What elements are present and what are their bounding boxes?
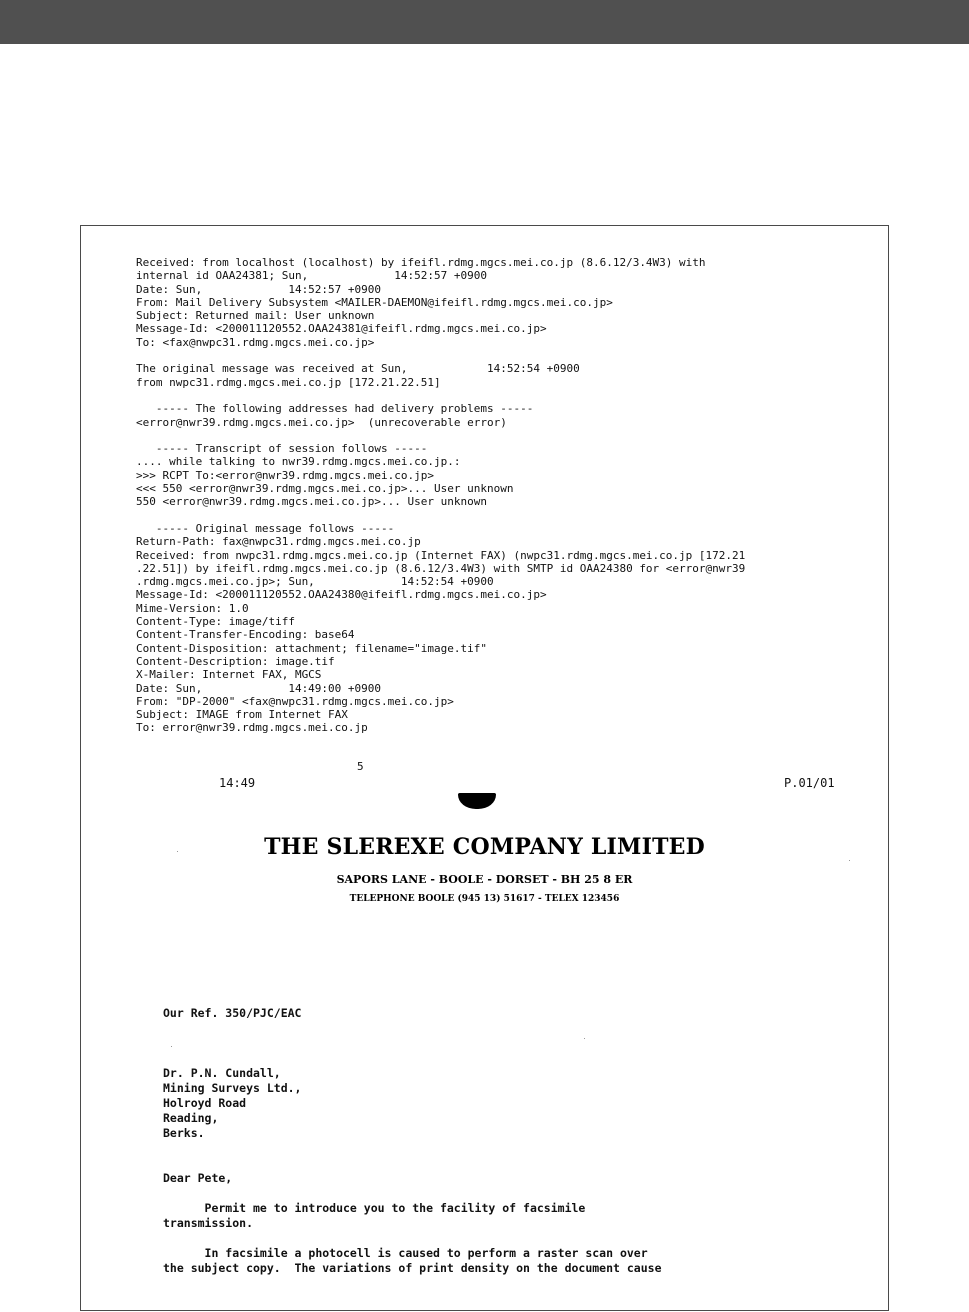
letter-line: transmission. xyxy=(163,1216,254,1230)
email-line: ----- Transcript of session follows ----- xyxy=(136,442,428,456)
letter-line: Holroyd Road xyxy=(163,1096,247,1110)
letter-line: the subject copy. The variations of print density on the document cause xyxy=(163,1261,662,1275)
bounce-email-text xyxy=(136,256,876,735)
email-line: Return-Path: fax@nwpc31.rdmg.mgcs.mei.co.jp xyxy=(136,535,421,549)
email-line: Mime-Version: 1.0 xyxy=(136,601,249,615)
letter-body xyxy=(163,1006,863,1276)
scan-speck xyxy=(849,860,850,861)
letter-line xyxy=(163,1156,863,1171)
letter-line: Berks. xyxy=(163,1126,205,1140)
company-name: THE SLEREXE COMPANY LIMITED xyxy=(264,834,705,860)
email-line: X-Mailer: Internet FAX, MGCS xyxy=(136,668,322,682)
email-line: Date: Sun, 14:49:00 +0900 xyxy=(136,681,382,695)
company-phone: TELEPHONE BOOLE (945 13) 51617 - TELEX 123456 xyxy=(349,894,620,904)
email-line: To: error@nwr39.rdmg.mgcs.mei.co.jp xyxy=(136,721,368,735)
email-line: .rdmg.mgcs.mei.co.jp>; Sun, 14:52:54 +0900 xyxy=(136,575,494,589)
email-line: <<< 550 <error@nwr39.rdmg.mgcs.mei.co.jp>... User unknown xyxy=(136,482,514,496)
email-line: internal id OAA24381; Sun, 14:52:57 +0900 xyxy=(136,269,487,283)
letter-line xyxy=(163,1051,863,1066)
email-line: .22.51]) by ifeifl.rdmg.mgcs.mei.co.jp (8.6.12/3.4W3) with SMTP id OAA24380 for <error@nwr39 xyxy=(136,561,746,575)
email-line: Received: from nwpc31.rdmg.mgcs.mei.co.jp (Internet FAX) (nwpc31.rdmg.mgcs.mei.co.jp [172.21 xyxy=(136,548,746,562)
email-line: ----- The following addresses had delivery problems ----- xyxy=(136,402,534,416)
company-address: SAPORS LANE - BOOLE - DORSET - BH 25 8 ER xyxy=(336,873,633,886)
letterhead xyxy=(81,834,888,904)
scan-speck xyxy=(171,1046,172,1047)
letter-line xyxy=(163,1231,863,1246)
email-line xyxy=(136,349,876,362)
letter-line: Reading, xyxy=(163,1111,219,1125)
email-line: from nwpc31.rdmg.mgcs.mei.co.jp [172.21.22.51] xyxy=(136,375,441,389)
email-line: From: Mail Delivery Subsystem <MAILER-DAEMON@ifeifl.rdmg.mgcs.mei.co.jp> xyxy=(136,295,613,309)
email-line: Subject: Returned mail: User unknown xyxy=(136,309,375,323)
letter-line xyxy=(163,1141,863,1156)
email-line: From: "DP-2000" <fax@nwpc31.rdmg.mgcs.mei.co.jp> xyxy=(136,694,454,708)
scan-speck xyxy=(584,1038,585,1039)
email-line: Content-Disposition: attachment; filename="image.tif" xyxy=(136,641,487,655)
scan-speck xyxy=(177,851,178,852)
email-line: Subject: IMAGE from Internet FAX xyxy=(136,708,348,722)
letter-line xyxy=(163,1021,863,1036)
letter-line: Dear Pete, xyxy=(163,1171,233,1185)
email-line: The original message was received at Sun, 14:52:54 +0900 xyxy=(136,362,580,376)
email-line: Content-Description: image.tif xyxy=(136,654,335,668)
fax-header-number: 5 xyxy=(357,760,364,773)
email-line: Content-Transfer-Encoding: base64 xyxy=(136,628,355,642)
email-line xyxy=(136,389,876,402)
email-line: 550 <error@nwr39.rdmg.mgcs.mei.co.jp>... User unknown xyxy=(136,495,487,509)
email-line: Message-Id: <200011120552.OAA24381@ifeifl.rdmg.mgcs.mei.co.jp> xyxy=(136,322,547,336)
letter-line: Permit me to introduce you to the facility of facsimile xyxy=(163,1201,586,1215)
document-page xyxy=(80,225,889,1311)
email-line xyxy=(136,429,876,442)
letter-line xyxy=(163,1186,863,1201)
letter-line: In facsimile a photocell is caused to perform a raster scan over xyxy=(163,1246,648,1260)
scan-artifact xyxy=(458,793,496,809)
letter-line xyxy=(163,1036,863,1051)
email-line: Received: from localhost (localhost) by ifeifl.rdmg.mgcs.mei.co.jp (8.6.12/3.4W3) with xyxy=(136,256,706,269)
fax-header-time: 14:49 xyxy=(219,776,256,790)
letter-line: Mining Surveys Ltd., xyxy=(163,1081,302,1095)
letter-line: Dr. P.N. Cundall, xyxy=(163,1066,281,1080)
email-line: .... while talking to nwr39.rdmg.mgcs.mei.co.jp.: xyxy=(136,455,461,469)
email-line xyxy=(136,509,876,522)
email-line: >>> RCPT To:<error@nwr39.rdmg.mgcs.mei.co.jp> xyxy=(136,468,435,482)
top-bar xyxy=(0,0,969,44)
email-line: To: <fax@nwpc31.rdmg.mgcs.mei.co.jp> xyxy=(136,335,375,349)
email-line: <error@nwr39.rdmg.mgcs.mei.co.jp> (unrecoverable error) xyxy=(136,415,507,429)
email-line: Content-Type: image/tiff xyxy=(136,615,295,629)
fax-header-page: P.01/01 xyxy=(784,776,835,790)
email-line: Message-Id: <200011120552.OAA24380@ifeifl.rdmg.mgcs.mei.co.jp> xyxy=(136,588,547,602)
email-line: ----- Original message follows ----- xyxy=(136,521,395,535)
letter-line: Our Ref. 350/PJC/EAC xyxy=(163,1006,302,1020)
email-line: Date: Sun, 14:52:57 +0900 xyxy=(136,282,382,296)
